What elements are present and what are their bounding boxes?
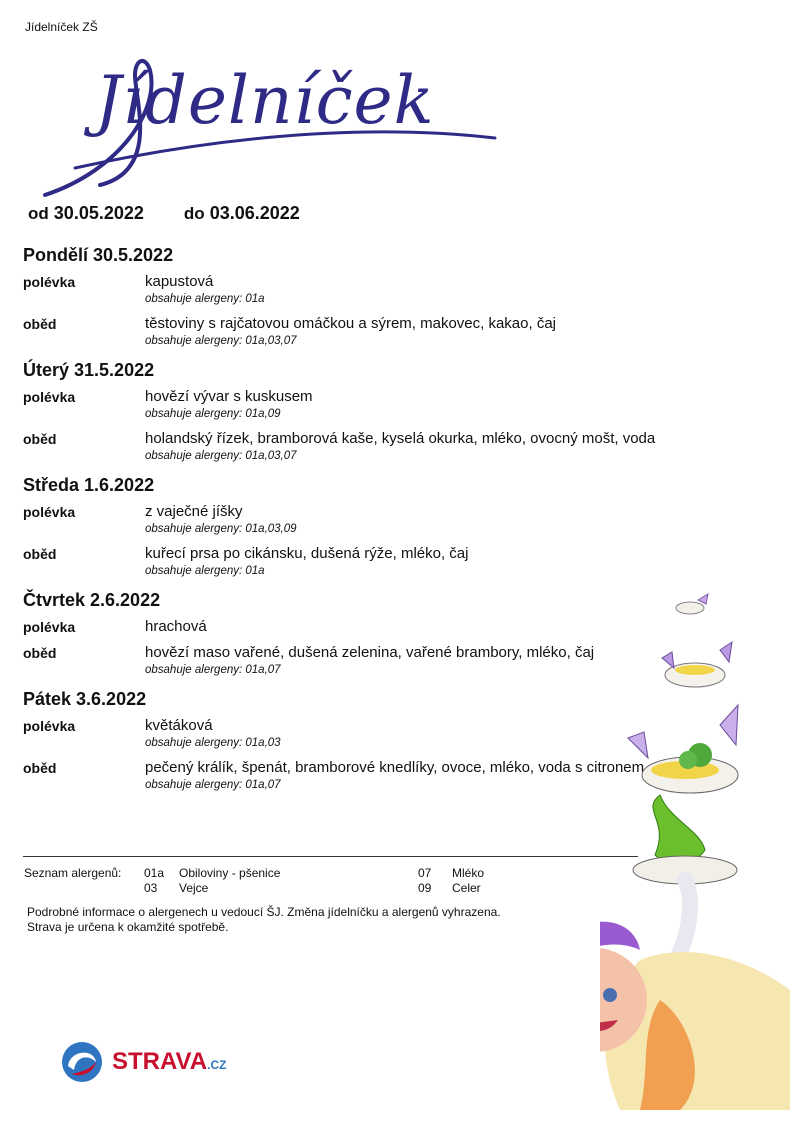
logo-text: STRAVA.CZ — [112, 1048, 227, 1075]
allergen-note: obsahuje alergeny: 01a,07 — [145, 779, 281, 791]
from-label: od — [28, 204, 49, 223]
dish: hovězí maso vařené, dušená zelenina, vařené brambory, mléko, čaj — [145, 644, 595, 661]
date-range — [28, 203, 300, 224]
day-title: Středa 1.6.2022 — [23, 475, 155, 495]
meal-type: polévka — [23, 718, 76, 734]
splashing-soup-bowl — [633, 795, 737, 884]
meal-type: polévka — [23, 504, 76, 520]
meal-type: oběd — [23, 431, 57, 447]
legend-name: Obiloviny - pšenice — [179, 866, 281, 880]
allergen-note: obsahuje alergeny: 01a,07 — [145, 664, 281, 676]
legend-name: Mléko — [452, 866, 485, 880]
strava-logo — [60, 1040, 226, 1084]
meal-type: polévka — [23, 619, 76, 635]
dish: z vaječné jíšky — [145, 503, 243, 520]
allergen-note: obsahuje alergeny: 01a — [145, 565, 265, 577]
meal-row — [23, 273, 723, 307]
legend-title: Seznam alergenů: — [24, 866, 122, 880]
legend-code: 09 — [418, 881, 432, 895]
dish: květáková — [145, 717, 213, 734]
meal-type: oběd — [23, 645, 57, 661]
fairy-illustration — [600, 520, 790, 1120]
dish: holandský řízek, bramborová kaše, kyselá okurka, mléko, ovocný mošt, voda — [145, 430, 656, 447]
divider — [23, 856, 638, 857]
dish: těstoviny s rajčatovou omáčkou a sýrem, makovec, kakao, čaj — [145, 315, 557, 332]
meal-type: oběd — [23, 760, 57, 776]
allergen-note: obsahuje alergeny: 01a,03,07 — [145, 335, 297, 347]
dish: hovězí vývar s kuskusem — [145, 388, 313, 405]
meal-row — [23, 315, 723, 349]
meal-row — [23, 388, 723, 422]
fairy-figure — [600, 880, 790, 1110]
from-date: 30.05.2022 — [53, 203, 144, 223]
page-title: Jídelníček — [95, 62, 435, 139]
info-line: Strava je určena k okamžité spotřebě. — [27, 920, 229, 934]
allergen-note: obsahuje alergeny: 01a,03 — [145, 737, 281, 749]
allergen-note: obsahuje alergeny: 01a,03,09 — [145, 523, 297, 535]
day-title: Pondělí 30.5.2022 — [23, 245, 174, 265]
meal-type: polévka — [23, 274, 76, 290]
day-section — [23, 359, 723, 464]
dish: kapustová — [145, 273, 214, 290]
dish: pečený králík, špenát, bramborové knedlíky, ovoce, mléko, voda s citronem — [145, 759, 645, 776]
info-note — [27, 905, 587, 935]
dish: hrachová — [145, 618, 207, 635]
info-line: Podrobné informace o alergenech u vedoucí ŠJ. Změna jídelníčku a alergenů vyhrazena. — [27, 905, 501, 919]
meal-type: oběd — [23, 316, 57, 332]
allergen-note: obsahuje alergeny: 01a,09 — [145, 408, 281, 420]
legend-code: 03 — [144, 881, 158, 895]
day-title: Pátek 3.6.2022 — [23, 689, 147, 709]
flying-bowl-large — [628, 705, 738, 793]
legend-name: Celer — [452, 881, 481, 895]
day-section — [23, 244, 723, 349]
legend-name: Vejce — [179, 881, 209, 895]
allergen-note: obsahuje alergeny: 01a — [145, 293, 265, 305]
allergen-note: obsahuje alergeny: 01a,03,07 — [145, 450, 297, 462]
meal-row — [23, 430, 723, 464]
flying-bowl-small — [676, 594, 708, 614]
meal-type: oběd — [23, 546, 57, 562]
legend-code: 01a — [144, 866, 165, 880]
meal-type: polévka — [23, 389, 76, 405]
to-date: 03.06.2022 — [209, 203, 300, 223]
flying-bowl-medium — [662, 642, 732, 687]
legend-code: 07 — [418, 866, 432, 880]
day-title: Úterý 31.5.2022 — [23, 360, 155, 380]
strava-swirl-icon — [60, 1040, 104, 1084]
to-label: do — [183, 204, 205, 223]
dish: kuřecí prsa po cikánsku, dušená rýže, mléko, čaj — [145, 545, 469, 562]
school-label: Jídelníček ZŠ — [25, 20, 98, 34]
day-title: Čtvrtek 2.6.2022 — [23, 590, 161, 610]
